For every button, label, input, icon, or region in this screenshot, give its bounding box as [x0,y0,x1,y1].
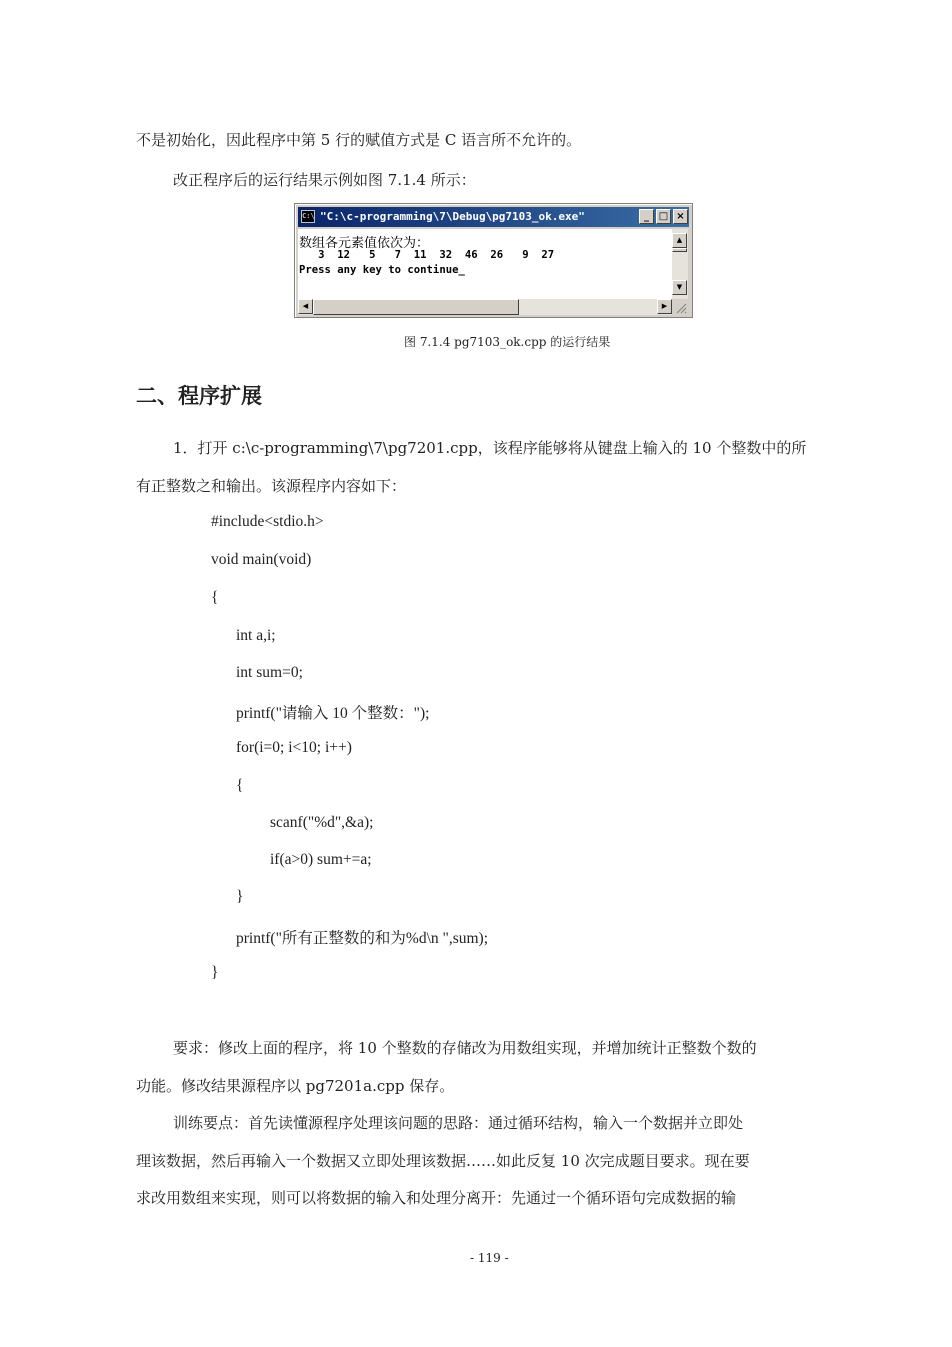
code-line: void main(void) [211,551,312,568]
paragraph-line: 求改用数组来实现，则可以将数据的输入和处理分离开：先通过一个循环语句完成数据的输 [136,1189,737,1207]
close-button[interactable]: × [673,209,688,224]
vertical-scrollbar[interactable] [672,229,688,299]
code-line: { [236,777,244,794]
code-line: } [236,888,244,905]
code-line: printf("所有正整数的和为%d\n ",sum); [236,930,489,947]
resize-grip-icon[interactable] [672,299,688,315]
paragraph-line: 理该数据，然后再输入一个数据又立即处理该数据……如此反复 10 次完成题目要求。现在要 [136,1152,750,1170]
console-output [298,229,672,299]
figure-caption: 图 7.1.4 pg7103_ok.cpp 的运行结果 [404,335,611,349]
scroll-right-arrow-icon[interactable]: ▶ [657,299,672,314]
code-line: { [211,589,219,606]
code-line: printf("请输入 10 个整数："); [236,705,430,722]
scroll-up-arrow-icon[interactable]: ▲ [672,233,687,248]
scroll-left-arrow-icon[interactable]: ◀ [298,299,313,314]
paragraph-line: 功能。修改结果源程序以 pg7201a.cpp 保存。 [136,1077,455,1095]
paragraph-line: 有正整数之和输出。该源程序内容如下： [136,477,407,495]
console-line: Press any key to continue_ [299,264,465,276]
console-title: "C:\c-programming\7\Debug\pg7103_ok.exe" [320,210,585,223]
console-app-icon: C:\ [301,210,315,223]
scroll-thumb[interactable] [672,248,687,252]
horizontal-scrollbar[interactable] [298,299,672,315]
console-window [294,203,693,318]
paragraph-line: 训练要点：首先读懂源程序处理该问题的思路：通过循环结构，输入一个数据并立即处 [173,1114,744,1132]
code-line: scanf("%d",&a); [270,814,374,831]
code-line: for(i=0; i<10; i++) [236,739,352,756]
page-number: - 119 - [470,1251,509,1265]
paragraph-line: 不是初始化，因此程序中第 5 行的赋值方式是 C 语言所不允许的。 [136,131,582,149]
code-line: int a,i; [236,627,276,644]
console-line: 数组各元素值依次为： [299,236,430,251]
code-line: if(a>0) sum+=a; [270,851,372,868]
maximize-button[interactable]: □ [656,209,671,224]
scroll-down-arrow-icon[interactable]: ▼ [672,280,687,295]
paragraph-line: 1．打开 c:\c-programming\7\pg7201.cpp，该程序能够将从键盘上输入的 10 个整数中的所 [173,439,807,457]
code-line: #include<stdio.h> [211,513,324,530]
paragraph-line: 改正程序后的运行结果示例如图 7.1.4 所示： [173,171,476,189]
code-line: int sum=0; [236,664,303,681]
horizontal-scroll-thumb[interactable] [313,299,519,315]
section-heading: 二、程序扩展 [136,384,262,408]
console-line: 3 12 5 7 11 32 46 26 9 27 [299,249,555,261]
code-line: } [211,964,219,981]
minimize-button[interactable]: _ [639,209,654,224]
paragraph-line: 要求：修改上面的程序，将 10 个整数的存储改为用数组实现，并增加统计正整数个数的 [173,1039,757,1057]
console-titlebar [298,207,689,227]
